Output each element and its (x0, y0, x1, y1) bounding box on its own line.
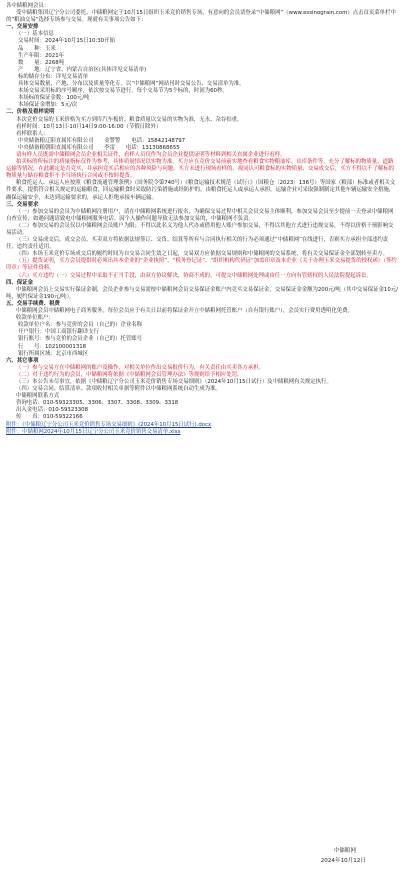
account-line: 收款单位户名：参与竞价的会员（自己的）企业名称 (18, 322, 142, 329)
section-heading: 四、保证金 (6, 279, 33, 286)
phone-line: 传 真：010-59322166 (16, 414, 83, 421)
price-note: 本次竞价交易的玉米价格为买方到库汽车板价。粮食质量以交易的实物为准，无水、杂谷扣重。 (16, 116, 243, 123)
attachment-link-rules[interactable]: 附件：《中储粮辽宁分公司玉米竞价销售专场交易细则》(2024年10月15日试行).docx (6, 421, 212, 428)
requirement: （三）交易成交后，成交会员、买卖双方将依据法规签订、交货、结算等所有与合同执行相关的行为必须通过“中储粮网”在线进行，否则买方承担全部违约责任，违约责任适用。 (6, 237, 389, 251)
viewing-label: 看样时间： (16, 123, 43, 130)
phone-line: 出入金电话：010-59323308 (16, 407, 89, 414)
section-heading: 三、交易要求 (6, 201, 39, 208)
fee-note: 中储粮网会员中储粮网电子商务服务，每位会员应于有关日以前将保证金开立中储粮网托管账户（自有银行账户），会员实行费用透明化免费。 (16, 308, 353, 315)
announcement-body (6, 3, 398, 436)
other-item: （一）参与交易方在中储粮网的账户及操作，对相关单位作出交易报价行为，有关责任由买卖各方承担。 (16, 364, 264, 371)
basic-line: （一）基本信息 (16, 31, 54, 38)
section-heading: 六、其它事项 (6, 357, 39, 364)
attachment-link-list[interactable]: 附件：中储粮网2024年10月15日辽宁分公司玉米竞价销售交易清单.xlsx (6, 428, 181, 435)
basic-line: 生产年限：2021年 (18, 52, 65, 59)
date: 2024年10月12日 (320, 858, 366, 864)
phone-line: 咨询电话：010-59323305、3306、3307、3308、3309、3318 (16, 400, 179, 407)
contact-line: 中央储备粮朝阳直属库有限公司 李雷 电话：13130868655 (18, 144, 180, 151)
requirement: （二）参加交易的会员仅以中储粮网会员账户为限；不得以此名义为他人代办或借用他人账户参加交易，不得以其他方式进行违规交易，不得以价格干预影响交易活动。 (6, 222, 394, 236)
viewing-contacts-label: 看样联系人： (16, 130, 49, 137)
signer: 中储粮网 (333, 848, 356, 854)
account-line: 开户银行：中国工商银行翻译支行 (18, 329, 99, 336)
basic-line: 产 地：辽宁省、内蒙古自治区(具体详见交易清单) (18, 66, 147, 73)
account-line: 银行账号：参与竞价的会员企业（自己的）托管账号 (18, 336, 142, 343)
deposit-note: 中储粮网会员上交易实行保证金制，会员企业参与交易需按中储粮网会员交易保证金账户内竞买交易保证金，交易保证金金额为200元/吨（其中交易保证金10元/吨，履约保证金190元/吨）。 (6, 286, 398, 300)
account-label: 收款单位账户： (16, 315, 54, 322)
section-heading: 五、交易手续费、税费 (6, 300, 60, 307)
section-heading: 一、交易安排 (6, 24, 39, 31)
basic-line: 品 种：玉米 (18, 45, 56, 52)
warning-note: 请有样人员既需中储粮网会员企业相关证件，看样人员仅作为会员企业提供证明等材料到相关直属企业进行看样。 (16, 151, 286, 158)
other-item: （三）本公告未尽事宜，依据《中储粮辽宁分公司玉米竞价销售专场交易细则》（2024年10月15日试行）及中储粮网有关规定执行。 (16, 378, 332, 385)
basic-line: 交易时间：2024年10月15日10:30开始 (18, 38, 115, 45)
basic-line: 本场交易采用标的序号顺序，依次按交易节进行，每个交易节为5个标的，时间为60秒。 (18, 88, 228, 95)
intro-paragraph: 受中储粮集团辽宁分公司委托，中储粮网定于10月15日组织玉米竞价销售专场，有意向的会员请登录“中储粮网”（www.essinograin.com）点击首页菜单栏中的“粮油交易”选择专场参与交易。现就有关事项公告如下： (6, 10, 396, 24)
transport-note: 粮食托运人、承运人应按照《粮食流通管理条例》（国务院令第740号）《粮食运输技术规范（试行）》（国粮仓〔2023〕136号）等国家（粮部）标准或者相关文件要求，提供符合相关规定的运输粮食，回运输粮食时采取防污染措施或经防护的，由粮食托运人或承运人承担。运输企业可采取强制制定其他车辆运输安全措施，确保运输安全，未达到运输要求的，承运人拒绝承接车辆运输。 (6, 180, 396, 201)
contact-heading: 中储粮网联系方式 (16, 393, 60, 400)
basic-line: 具体交易数量、产地、分布以及质量等化专，以“中储粮网”网站刊时交易公告、交易清单为准。 (18, 81, 245, 88)
account-line: 银行所属区域：北京市西城区 (18, 350, 89, 357)
requirement: （五）提货证明，买方会员提供时必须出具本企业的“企业执照”、“税务登记证”、“组织机构代码证”加盖印章及本企业《关于办理玉米交易提货的授权函》（签约印章）等证件资料。 (6, 258, 397, 272)
contact-line: 中央储备粮辽阳直属库有限公司 金警警 电话：15842148797 (18, 137, 186, 144)
other-item: （四）交易合同、结算清单、款项收付相关单据等附件以中储粮网系统自动生成为准。 (16, 386, 221, 393)
viewing-time (6, 124, 398, 131)
basic-line: 本场保证金增加：5元/次 (18, 102, 78, 109)
requirement: （一）参加交易的会员为中储粮网注册用户，请在中储粮网系统进行报名，为确保交易过程中相关会员交易主体顺利，参加交易会员至少提前一天登录中储粮网自查宣传，如遇问题请致电中储粮网服务电话。因个人操作问题导致无法参加交易的，中储粮网不负责。 (6, 208, 394, 222)
basic-line: 标的储存分布：详见交易清单 (18, 73, 89, 80)
requirement: （六）买方违约（一）交易过程中采取不正当手段，由双方协议解决，协商不成的，可提交中储粮网处理或由任一方向有管辖权的人民法院提起诉讼。 (16, 272, 372, 279)
basic-line: 数 量：2268吨 (18, 59, 65, 66)
account-line: 行 号：102100001318 (18, 343, 87, 350)
viewing-value: 10月13日-10月14日9:00-16:00（节假日除外） (42, 123, 162, 130)
greeting: 各中储粮网会员： (6, 3, 50, 9)
other-item: （二）对于违约行为的会员，中储粮网将依据《中储粮网会员管理办法》等规则给予相应处罚。 (16, 371, 243, 378)
requirement: （四）本场玉米竞价专场成交后的履约时间为自交易合同生效之日起，交易双方应依据交易规则和中储粮网的交易系统，将有关交易保证金全部划转至卖方。 (16, 251, 388, 258)
basic-line: 本场标的保证金数：100元/吨 (18, 95, 90, 102)
warning-note: 拍卖标的所标注的质量指标仅作为参考，具体质量情况以实物为准。买方应在竞价交易前前实地查看粮食实物粮油库、出库条件等，充分了解标的物质量、道路运输等情况，在此确定是否竞买，并承担竞买后相应的各种风险与问题。买方未进行现场看样的，视同认可粮食标的实物质量、交易成交后，买方不得以不了解标的物质量与储存粮食拒不予当场执行合同或不按时提货。 (6, 159, 395, 180)
section-heading: 二、价格及看样说明 (6, 109, 55, 116)
